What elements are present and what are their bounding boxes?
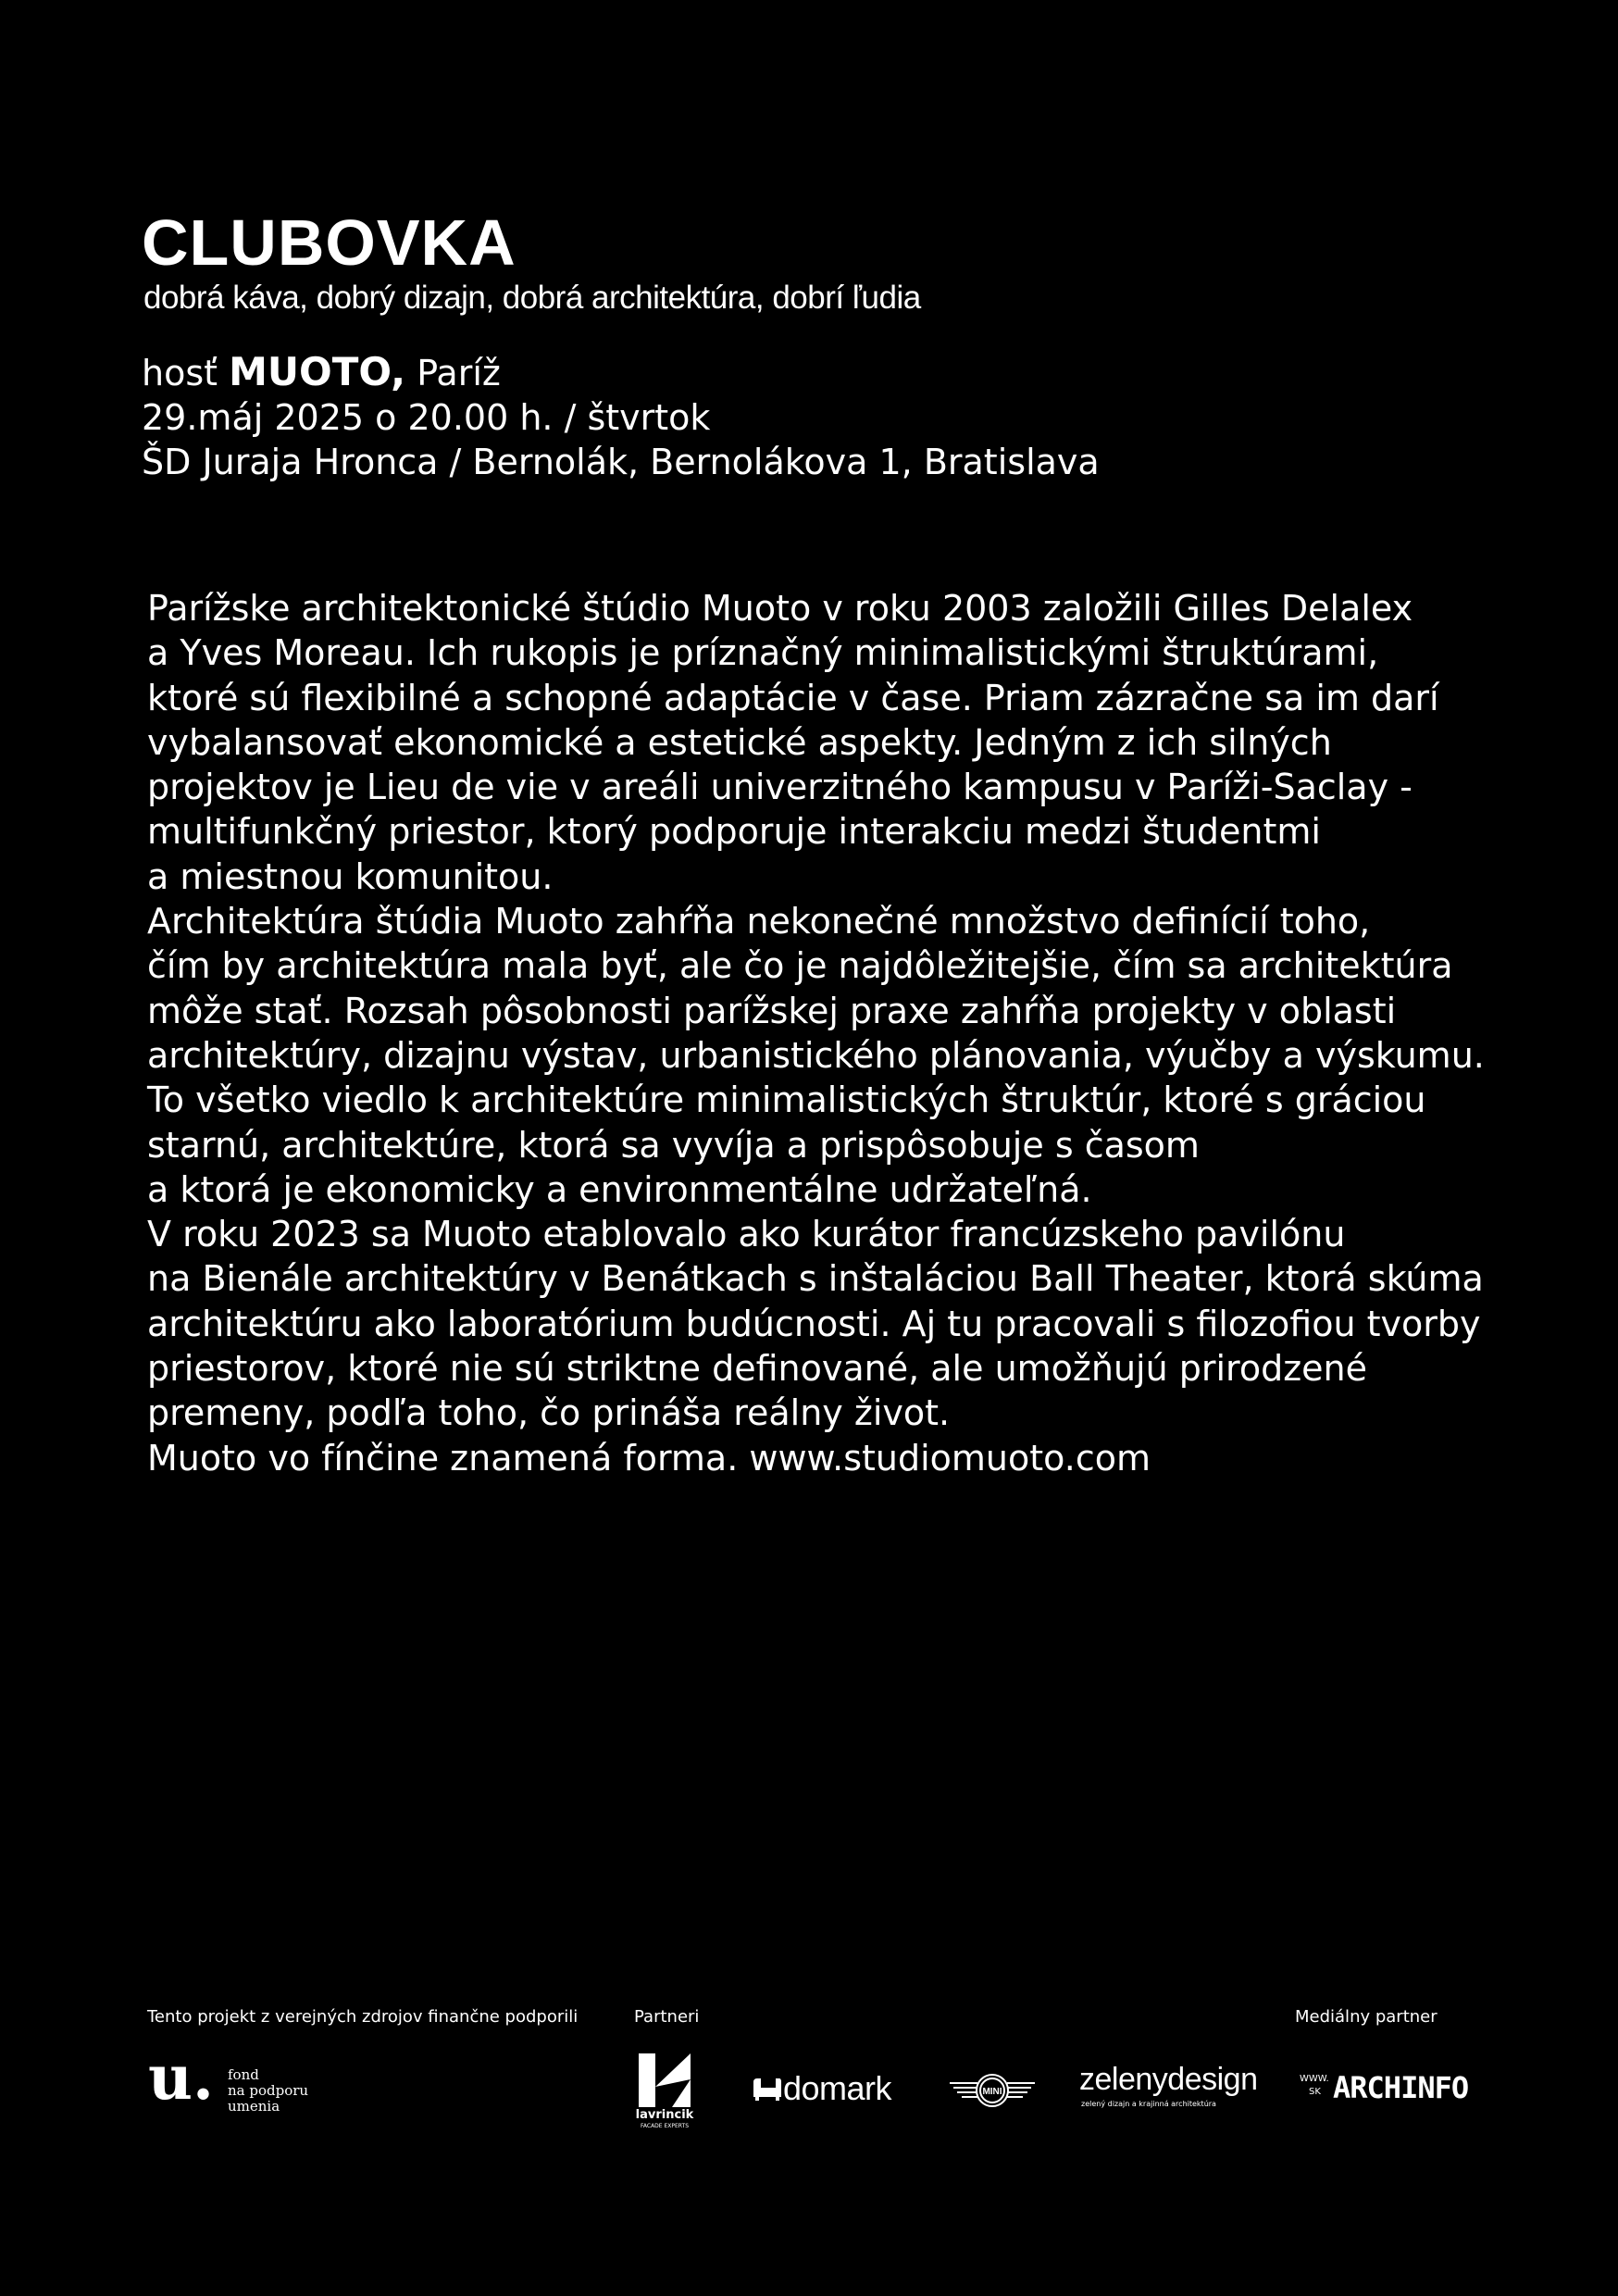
fond-text-line: na podporu [228, 2082, 309, 2099]
zelenydesign-logo [1079, 2061, 1258, 2115]
domark-logo [752, 2068, 891, 2109]
mini-name: MINI [982, 2087, 1002, 2097]
body-line: čím by architektúra mala byť, ale čo je najdôležitejšie, čím sa architektúra [147, 945, 1453, 987]
archinfo-logo [1300, 2070, 1469, 2107]
body-line: architektúru ako laboratórium budúcnosti. Aj tu pracovali s filozofiou tvorby [147, 1303, 1481, 1344]
lavrincik-logo [635, 2053, 694, 2129]
domark-name: domark [783, 2069, 892, 2107]
lavrincik-sub: FACADE EXPERTS [640, 2123, 690, 2129]
body-line: architektúry, dizajnu výstav, urbanistického plánovania, výučby a výskumu. [147, 1034, 1485, 1076]
event-series-tagline: dobrá káva, dobrý dizajn, dobrá architektúra, dobrí ľudia [143, 280, 921, 316]
event-datetime: 29.máj 2025 o 20.00 h. / štvrtok [142, 397, 711, 438]
fond-na-podporu-umenia-logo [148, 2041, 315, 2115]
body-line: multifunkčný priestor, ktorý podporuje interakciu medzi študentmi [147, 811, 1321, 853]
partners-label: Partneri [634, 2007, 700, 2027]
body-line: môže stať. Rozsah pôsobnosti parížskej praxe zahŕňa projekty v oblasti [147, 990, 1397, 1031]
body-line: Muoto vo fínčine znamená forma. www.studiomuoto.com [147, 1437, 1151, 1479]
event-info [142, 350, 1100, 484]
body-line: premeny, podľa toho, čo prináša reálny život. [147, 1392, 951, 1434]
body-line: priestorov, ktoré nie sú striktne definované, ale umožňujú prirodzené [147, 1348, 1367, 1390]
body-line: a miestnou komunitou. [147, 855, 554, 897]
zelenydesign-sub: zelený dizajn a krajinná architektúra [1081, 2100, 1216, 2108]
host-line [142, 350, 1100, 395]
host-name: MUOTO, [229, 349, 406, 394]
media-partner-label: Mediálny partner [1295, 2007, 1438, 2027]
fond-mark: u. [148, 2041, 214, 2114]
body-line: na Bienále architektúry v Benátkach s inštaláciou Ball Theater, ktorá skúma [147, 1258, 1484, 1300]
body-line: V roku 2023 sa Muoto etablovalo ako kurátor francúzskeho pavilónu [147, 1214, 1346, 1255]
body-line: a ktorá je ekonomicky a environmentálne udržateľná. [147, 1168, 1092, 1210]
event-venue: ŠD Juraja Hronca / Bernolák, Bernolákova 1, Bratislava [142, 442, 1100, 482]
domark-sofa-icon [752, 2075, 783, 2103]
body-line: vybalansovať ekonomické a estetické aspekty. Jedným z ich silných [147, 721, 1332, 763]
body-line: Architektúra štúdia Muoto zahŕňa nekonečné množstvo definícií toho, [147, 901, 1371, 942]
host-prefix: hosť [142, 353, 218, 393]
body-line: a Yves Moreau. Ich rukopis je príznačný minimalistickými štruktúrami, [147, 632, 1379, 674]
fond-text-line: umenia [228, 2098, 280, 2115]
funding-label: Tento projekt z verejných zdrojov finančne podporili [147, 2007, 579, 2027]
body-text [147, 586, 1489, 1480]
archinfo-name: ARCHINFO [1333, 2070, 1469, 2105]
fond-text [228, 2067, 308, 2115]
body-line: ktoré sú flexibilné a schopné adaptácie v čase. Priam zázračne sa im darí [147, 677, 1439, 718]
mini-logo [946, 2072, 1039, 2109]
lavrincik-name: lavrincik [635, 2108, 694, 2122]
lavrincik-mark-icon [635, 2053, 694, 2107]
body-line: projektov je Lieu de vie v areáli univerzitného kampusu v Paríži-Saclay - [147, 767, 1413, 808]
event-series-title: CLUBOVKA [142, 206, 517, 279]
body-line: starnú, architektúre, ktorá sa vyvíja a prispôsobuje s časom [147, 1124, 1200, 1166]
mini-wings-icon [946, 2072, 1039, 2109]
host-city: Paríž [417, 353, 501, 393]
body-line: To všetko viedlo k architektúre minimalistických štruktúr, ktoré s gráciou [147, 1079, 1426, 1121]
zelenydesign-name: zelenydesign [1079, 2062, 1258, 2097]
archinfo-www: WWW. [1300, 2074, 1329, 2084]
archinfo-sk: SK [1309, 2087, 1321, 2097]
body-line: Parížske architektonické štúdio Muoto v roku 2003 založili Gilles Delalex [147, 588, 1413, 629]
fond-text-line: fond [228, 2066, 259, 2083]
